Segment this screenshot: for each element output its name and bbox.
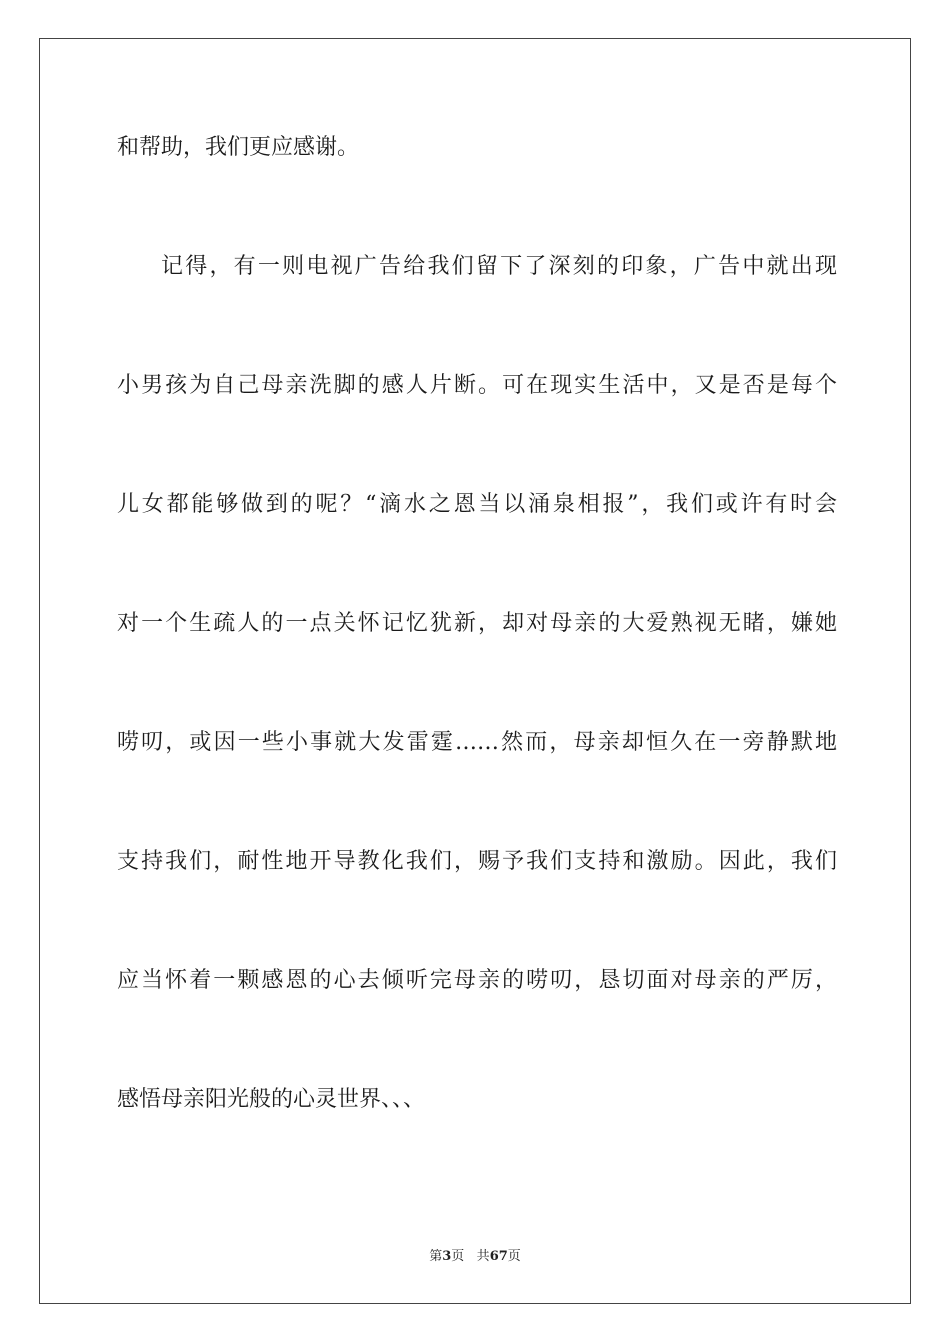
page-suffix: 页 [451,1249,465,1264]
page-prefix: 第 [429,1249,443,1264]
page-footer [0,1247,950,1267]
text-line: 和帮助，我们更应感谢。 [117,135,360,160]
page-number: 3 [442,1249,452,1264]
text-line: 唠叨，或因一些小事就大发雷霆……然而，母亲却恒久在一旁静默地 [117,730,837,755]
text-line: 小男孩为自己母亲洗脚的感人片断。可在现实生活中，又是否是每个 [117,373,837,398]
text-line: 儿女都能够做到的呢？“滴水之恩当以涌泉相报”，我们或许有时会 [117,492,837,517]
document-body [117,128,837,1199]
text-line: 对一个生疏人的一点关怀记忆犹新，却对母亲的大爱熟视无睹，嫌她 [117,611,837,636]
total-suffix: 页 [507,1249,521,1264]
text-line: 感悟母亲阳光般的心灵世界、、、 [117,1087,426,1112]
text-line: 支持我们，耐性地开导教化我们，赐予我们支持和激励。因此，我们 [117,849,837,874]
total-prefix: 共 [476,1249,490,1264]
text-line: 记得，有一则电视广告给我们留下了深刻的印象，广告中就出现 [161,254,837,279]
total-pages: 67 [489,1249,508,1264]
text-line: 应当怀着一颗感恩的心去倾听完母亲的唠叨，恳切面对母亲的严厉， [117,968,837,993]
